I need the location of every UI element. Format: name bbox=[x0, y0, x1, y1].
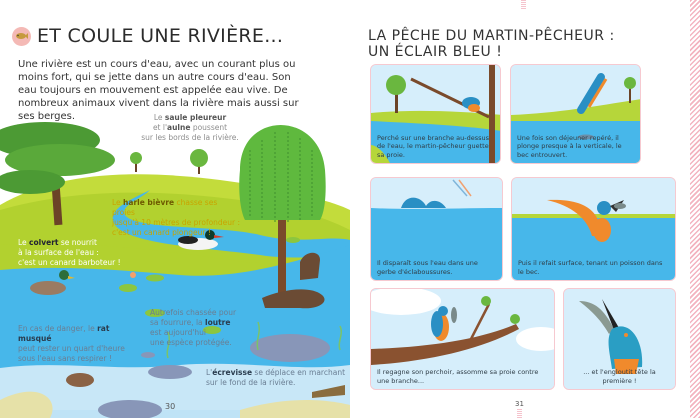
caption-crayfish: L'écrevisse se déplace en marchant sur le fond de la rivière. bbox=[206, 368, 346, 387]
page-number-left: 30 bbox=[165, 402, 176, 411]
page-title-left: ET COULE UNE RIVIÈRE... bbox=[37, 25, 284, 47]
comic-panel-1 bbox=[370, 64, 501, 164]
panel-caption: Il disparaît sous l'eau dans une gerbe d'éclaboussures. bbox=[377, 259, 478, 276]
caption-muskrat: En cas de danger, le rat musqué peut rester un quart d'heure sous l'eau sans respirer ! bbox=[18, 324, 125, 363]
panel-caption: Il regagne son perchoir, assomme sa proie contre une branche... bbox=[377, 368, 539, 385]
caption-mallard: Le colvert se nourrit à la surface de l'eau : c'est un canard barboteur ! bbox=[18, 238, 121, 267]
right-page bbox=[350, 0, 700, 418]
gutter-mark bbox=[521, 0, 526, 10]
panel-caption: ... et l'engloutit tête la première ! bbox=[583, 368, 656, 385]
comic-panel-4 bbox=[511, 177, 676, 281]
panel-caption: Une fois son déjeuner repéré, il plonge presque à la verticale, le bec entrouvert. bbox=[517, 133, 622, 159]
left-title-row bbox=[12, 25, 283, 47]
caption-otter: Autrefois chassée pour sa fourrure, la loutre est aujourd'hui une espèce protégée. bbox=[150, 308, 237, 347]
comic-panel-5 bbox=[370, 288, 555, 390]
caption-trees: Le saule pleureur et l'aulne poussent sur les bords de la rivière. bbox=[141, 113, 239, 142]
decorative-stripe-border bbox=[690, 0, 700, 418]
page-number-right: 31 bbox=[515, 400, 524, 418]
panel-caption: Puis il refait surface, tenant un poisson dans le bec. bbox=[518, 259, 663, 276]
page-title-right: LA PÊCHE DU MARTIN-PÊCHEUR : UN ÉCLAIR BLEU ! bbox=[368, 28, 615, 60]
caption-merganser: Le harle bièvre chasse ses proies jusqu'à 10 mètres de profondeur : c'est un canard plongeur ! bbox=[112, 198, 241, 237]
comic-panel-3 bbox=[370, 177, 503, 281]
panel-caption: Perché sur une branche au-dessus de l'eau, le martin-pêcheur guette sa proie. bbox=[377, 133, 490, 159]
comic-panel-2 bbox=[510, 64, 641, 164]
comic-panel-6 bbox=[563, 288, 676, 390]
fish-icon bbox=[12, 27, 31, 46]
intro-paragraph: Une rivière est un cours d'eau, avec un courant plus ou moins fort, qui se jette dans un autre cours d'eau. Son eau toujours en mouvement est appelée eau vive. De nombreux animaux vivent dans la rivière mais aussi sur ses berges. bbox=[18, 59, 299, 122]
river-illustration bbox=[0, 110, 350, 418]
